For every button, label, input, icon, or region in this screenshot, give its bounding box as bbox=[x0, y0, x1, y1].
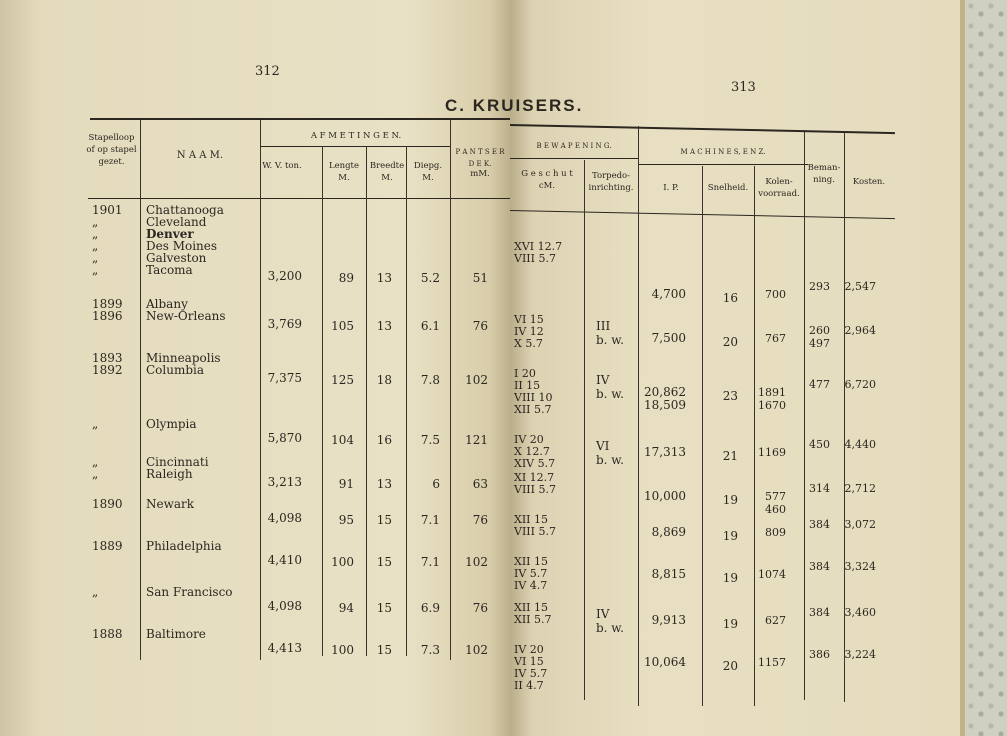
cell-name: Columbia bbox=[146, 363, 205, 377]
cell-torpedo: b. w. bbox=[596, 453, 624, 467]
header-machines: M A C H I N E S, E N Z. bbox=[680, 148, 766, 156]
cell-geschut: IV 5.7 bbox=[514, 667, 548, 680]
cell-year: 1890 bbox=[92, 497, 123, 511]
cell-wv: 4,410 bbox=[267, 553, 302, 568]
cell-geschut: XII 5.7 bbox=[514, 613, 552, 626]
cell-geschut: II 15 bbox=[514, 379, 541, 392]
cell-torpedo: b. w. bbox=[596, 333, 624, 347]
cell-wv: 4,098 bbox=[267, 599, 302, 614]
cell-snelheid: 21 bbox=[722, 449, 738, 464]
endpaper bbox=[965, 0, 1007, 736]
cell-geschut: X 12.7 bbox=[514, 445, 550, 458]
cell-ip: 10,064 bbox=[644, 655, 686, 670]
cell-ip: 9,913 bbox=[651, 613, 686, 628]
cell-geschut: XIV 5.7 bbox=[514, 457, 556, 470]
header-stapelloop: Stapelloop of op stapel gezet. bbox=[86, 133, 137, 167]
cell-kolen: 767 bbox=[765, 332, 786, 346]
cell-kosten: 6,720 bbox=[844, 378, 876, 392]
cell-lengte: 94 bbox=[338, 601, 354, 616]
cell-breedte: 13 bbox=[376, 319, 392, 334]
cell-geschut: VI 15 bbox=[514, 313, 544, 326]
cell-lengte: 100 bbox=[331, 555, 354, 570]
cell-name: Tacoma bbox=[146, 263, 193, 277]
cell-geschut: VIII 5.7 bbox=[514, 525, 556, 538]
cell-year: 1901 bbox=[92, 203, 123, 217]
header-snelheid: Snelheid. bbox=[707, 183, 749, 193]
cell-year: 1892 bbox=[92, 363, 123, 377]
cell-ip: 7,500 bbox=[651, 331, 686, 346]
cell-diepg: 7.3 bbox=[420, 643, 440, 658]
cell-breedte: 15 bbox=[376, 513, 392, 528]
header-naam: N A A M. bbox=[176, 150, 224, 161]
cell-snelheid: 20 bbox=[722, 659, 738, 674]
cell-geschut: VIII 5.7 bbox=[514, 252, 556, 265]
cell-bemanning: 314 bbox=[809, 482, 830, 496]
cell-wv: 3,200 bbox=[267, 269, 302, 283]
cell-geschut: VI 15 bbox=[514, 655, 544, 668]
cell-kolen: 577 bbox=[765, 490, 786, 504]
cell-breedte: 15 bbox=[376, 555, 392, 570]
header-afmetingen: A F M E T I N G E N. bbox=[310, 131, 402, 141]
cell-geschut: VIII 10 bbox=[514, 391, 553, 404]
col-line bbox=[584, 160, 585, 700]
cell-kosten: 3,324 bbox=[844, 560, 876, 574]
cell-lengte: 125 bbox=[331, 373, 354, 388]
header-kolen: Kolen-voorraad. bbox=[758, 177, 800, 199]
cell-geschut: IV 12 bbox=[514, 325, 544, 338]
cell-bemanning: 450 bbox=[809, 438, 830, 452]
cell-geschut: X 5.7 bbox=[514, 337, 543, 350]
cell-kolen: 1670 bbox=[758, 399, 786, 413]
cell-bemanning: 293 bbox=[809, 280, 830, 293]
cell-year: 1899 bbox=[92, 297, 123, 311]
cell-diepg: 6.1 bbox=[420, 319, 440, 334]
cell-year: „ bbox=[92, 417, 99, 431]
cell-geschut: IV 4.7 bbox=[514, 579, 548, 592]
cell-name: Minneapolis bbox=[146, 351, 221, 365]
cell-snelheid: 19 bbox=[722, 571, 738, 586]
cell-snelheid: 20 bbox=[722, 335, 738, 350]
cell-pantserdek: 76 bbox=[472, 601, 488, 616]
cell-lengte: 104 bbox=[331, 433, 354, 448]
cell-torpedo: VI bbox=[596, 439, 610, 453]
col-line bbox=[406, 146, 407, 656]
cell-snelheid: 19 bbox=[722, 493, 738, 508]
header-lengte: Lengte M. bbox=[328, 161, 360, 183]
cell-name: Albany bbox=[146, 297, 188, 311]
cell-kolen: 700 bbox=[765, 288, 786, 301]
cell-snelheid: 16 bbox=[722, 291, 738, 305]
cell-snelheid: 23 bbox=[722, 389, 738, 404]
cell-diepg: 5.2 bbox=[420, 271, 440, 285]
cell-diepg: 7.1 bbox=[420, 555, 440, 570]
cell-name: Philadelphia bbox=[146, 539, 222, 553]
cell-bemanning: 384 bbox=[809, 606, 830, 620]
cell-snelheid: 19 bbox=[722, 617, 738, 632]
cell-kolen: 1074 bbox=[758, 568, 786, 582]
cell-name: Cincinnati bbox=[146, 455, 209, 469]
cell-kosten: 2,547 bbox=[844, 280, 876, 293]
machines-rule bbox=[638, 164, 808, 165]
cell-wv: 3,769 bbox=[267, 317, 302, 332]
cell-breedte: 18 bbox=[376, 373, 392, 388]
cell-lengte: 95 bbox=[338, 513, 354, 528]
header-diepg: Diepg. M. bbox=[413, 161, 443, 183]
cell-year: „ bbox=[92, 467, 99, 481]
cell-name: Raleigh bbox=[146, 467, 193, 481]
section-title: C. KRUISERS. bbox=[445, 96, 584, 115]
cell-year: „ bbox=[92, 585, 99, 599]
cell-wv: 4,413 bbox=[267, 641, 302, 656]
cell-year: 1896 bbox=[92, 309, 123, 323]
cell-name: Des Moines bbox=[146, 239, 218, 253]
cell-breedte: 16 bbox=[376, 433, 392, 448]
cell-torpedo: IV bbox=[596, 607, 610, 621]
cell-breedte: 15 bbox=[376, 601, 392, 616]
cell-year: 1893 bbox=[92, 351, 123, 365]
header-bemanning: Beman-ning. bbox=[807, 163, 841, 185]
cell-torpedo: III bbox=[596, 319, 611, 333]
cell-ip: 17,313 bbox=[644, 445, 686, 460]
header-ip: I. P. bbox=[663, 183, 679, 193]
cell-year: „ bbox=[92, 251, 99, 265]
cell-name: Galveston bbox=[146, 251, 207, 265]
cell-ip: 10,000 bbox=[644, 489, 686, 504]
cell-bemanning: 260 bbox=[809, 324, 830, 338]
cell-name: San Francisco bbox=[146, 585, 233, 599]
header-kosten: Kosten. bbox=[852, 177, 886, 187]
cell-wv: 4,098 bbox=[267, 511, 302, 526]
cell-wv: 3,213 bbox=[267, 475, 302, 490]
cell-name: Newark bbox=[146, 497, 195, 511]
cell-wv: 5,870 bbox=[267, 431, 302, 446]
cell-ip: 4,700 bbox=[651, 287, 686, 301]
col-line bbox=[322, 146, 323, 656]
header-rule-left bbox=[88, 198, 510, 199]
cell-bemanning: 477 bbox=[809, 378, 830, 392]
cell-geschut: I 20 bbox=[514, 367, 536, 380]
cell-diepg: 7.1 bbox=[420, 513, 440, 528]
cell-geschut: IV 20 bbox=[514, 643, 544, 656]
cell-name: Cleveland bbox=[146, 215, 207, 229]
cell-pantserdek: 51 bbox=[472, 271, 488, 285]
header-wv: W. V. ton. bbox=[262, 161, 302, 171]
cell-pantserdek: 76 bbox=[472, 319, 488, 334]
cell-geschut: IV 5.7 bbox=[514, 567, 548, 580]
cell-kolen: 1169 bbox=[758, 446, 786, 460]
cell-geschut: VIII 5.7 bbox=[514, 483, 556, 496]
cell-geschut: XII 15 bbox=[514, 555, 549, 568]
cell-lengte: 89 bbox=[338, 271, 354, 285]
cell-lengte: 91 bbox=[338, 477, 354, 492]
cell-pantserdek: 102 bbox=[465, 555, 488, 570]
cell-name: New-Orleans bbox=[146, 309, 226, 323]
cell-geschut: XII 15 bbox=[514, 513, 549, 526]
cell-kosten: 2,964 bbox=[844, 324, 876, 338]
cell-kolen: 809 bbox=[765, 526, 786, 540]
bewapening-rule bbox=[510, 158, 638, 159]
col-line bbox=[140, 120, 141, 660]
cell-diepg: 7.8 bbox=[420, 373, 440, 388]
cell-diepg: 6.9 bbox=[420, 601, 440, 616]
cell-pantserdek: 102 bbox=[465, 643, 488, 658]
cell-geschut: XII 5.7 bbox=[514, 403, 552, 416]
cell-pantserdek: 102 bbox=[465, 373, 488, 388]
cell-torpedo: b. w. bbox=[596, 621, 624, 635]
top-rule-left bbox=[90, 118, 510, 120]
cell-year: „ bbox=[92, 263, 99, 277]
cell-year: „ bbox=[92, 227, 99, 241]
cell-year: 1888 bbox=[92, 627, 123, 641]
cell-year: „ bbox=[92, 239, 99, 253]
cell-name: Olympia bbox=[146, 417, 197, 431]
cell-bemanning: 386 bbox=[809, 648, 830, 662]
cell-pantserdek: 63 bbox=[472, 477, 488, 492]
cell-geschut: XVI 12.7 bbox=[514, 240, 563, 253]
cell-kolen: 1157 bbox=[758, 656, 786, 670]
cell-torpedo: IV bbox=[596, 373, 610, 387]
cell-breedte: 13 bbox=[376, 477, 392, 492]
page-number-left: 312 bbox=[255, 64, 280, 79]
page-number-right: 313 bbox=[731, 80, 756, 95]
cell-kosten: 3,224 bbox=[844, 648, 876, 662]
cell-snelheid: 19 bbox=[722, 529, 738, 544]
cell-bemanning: 384 bbox=[809, 518, 830, 532]
cell-kolen: 460 bbox=[765, 503, 786, 517]
cell-torpedo: b. w. bbox=[596, 387, 624, 401]
cell-bemanning: 497 bbox=[809, 337, 830, 351]
cell-name: Denver bbox=[146, 227, 194, 241]
cell-geschut: II 4.7 bbox=[514, 679, 544, 692]
cell-pantserdek: 76 bbox=[472, 513, 488, 528]
cell-lengte: 105 bbox=[331, 319, 354, 334]
cell-wv: 7,375 bbox=[267, 371, 302, 386]
header-breedte: Breedte M. bbox=[369, 161, 405, 183]
cell-year: „ bbox=[92, 215, 99, 229]
cell-kosten: 3,460 bbox=[844, 606, 876, 620]
cell-kolen: 627 bbox=[765, 614, 786, 628]
cell-name: Chattanooga bbox=[146, 203, 224, 217]
header-bewapening: B E W A P E N I N G. bbox=[536, 142, 612, 150]
header-pantserdek: P A N T S E R D E K. bbox=[455, 148, 505, 168]
cell-bemanning: 384 bbox=[809, 560, 830, 574]
cell-ip: 8,869 bbox=[651, 525, 686, 540]
cell-kosten: 3,072 bbox=[844, 518, 876, 532]
header-mm: mM. bbox=[470, 169, 490, 179]
cell-diepg: 7.5 bbox=[420, 433, 440, 448]
cell-breedte: 15 bbox=[376, 643, 392, 658]
cell-name: Baltimore bbox=[146, 627, 206, 641]
cell-ip: 18,509 bbox=[644, 398, 686, 413]
header-geschut: G e s c h u t cM. bbox=[521, 169, 573, 191]
cell-lengte: 100 bbox=[331, 643, 354, 658]
cell-kolen: 1891 bbox=[758, 386, 786, 400]
col-line bbox=[260, 120, 261, 660]
cell-geschut: XI 12.7 bbox=[514, 471, 555, 484]
afmetingen-rule bbox=[260, 146, 450, 147]
cell-ip: 20,862 bbox=[644, 385, 686, 400]
cell-geschut: IV 20 bbox=[514, 433, 544, 446]
col-line bbox=[366, 146, 367, 656]
cell-year: „ bbox=[92, 455, 99, 469]
header-torpedo: Torpedo-inrichting. bbox=[588, 171, 634, 193]
cell-kosten: 4,440 bbox=[844, 438, 876, 452]
cell-pantserdek: 121 bbox=[465, 433, 488, 448]
cell-kosten: 2,712 bbox=[844, 482, 876, 496]
cell-diepg: 6 bbox=[432, 477, 440, 492]
cell-breedte: 13 bbox=[376, 271, 392, 285]
cell-year: 1889 bbox=[92, 539, 123, 553]
cell-geschut: XII 15 bbox=[514, 601, 549, 614]
cell-ip: 8,815 bbox=[651, 567, 686, 582]
col-line bbox=[450, 120, 451, 660]
